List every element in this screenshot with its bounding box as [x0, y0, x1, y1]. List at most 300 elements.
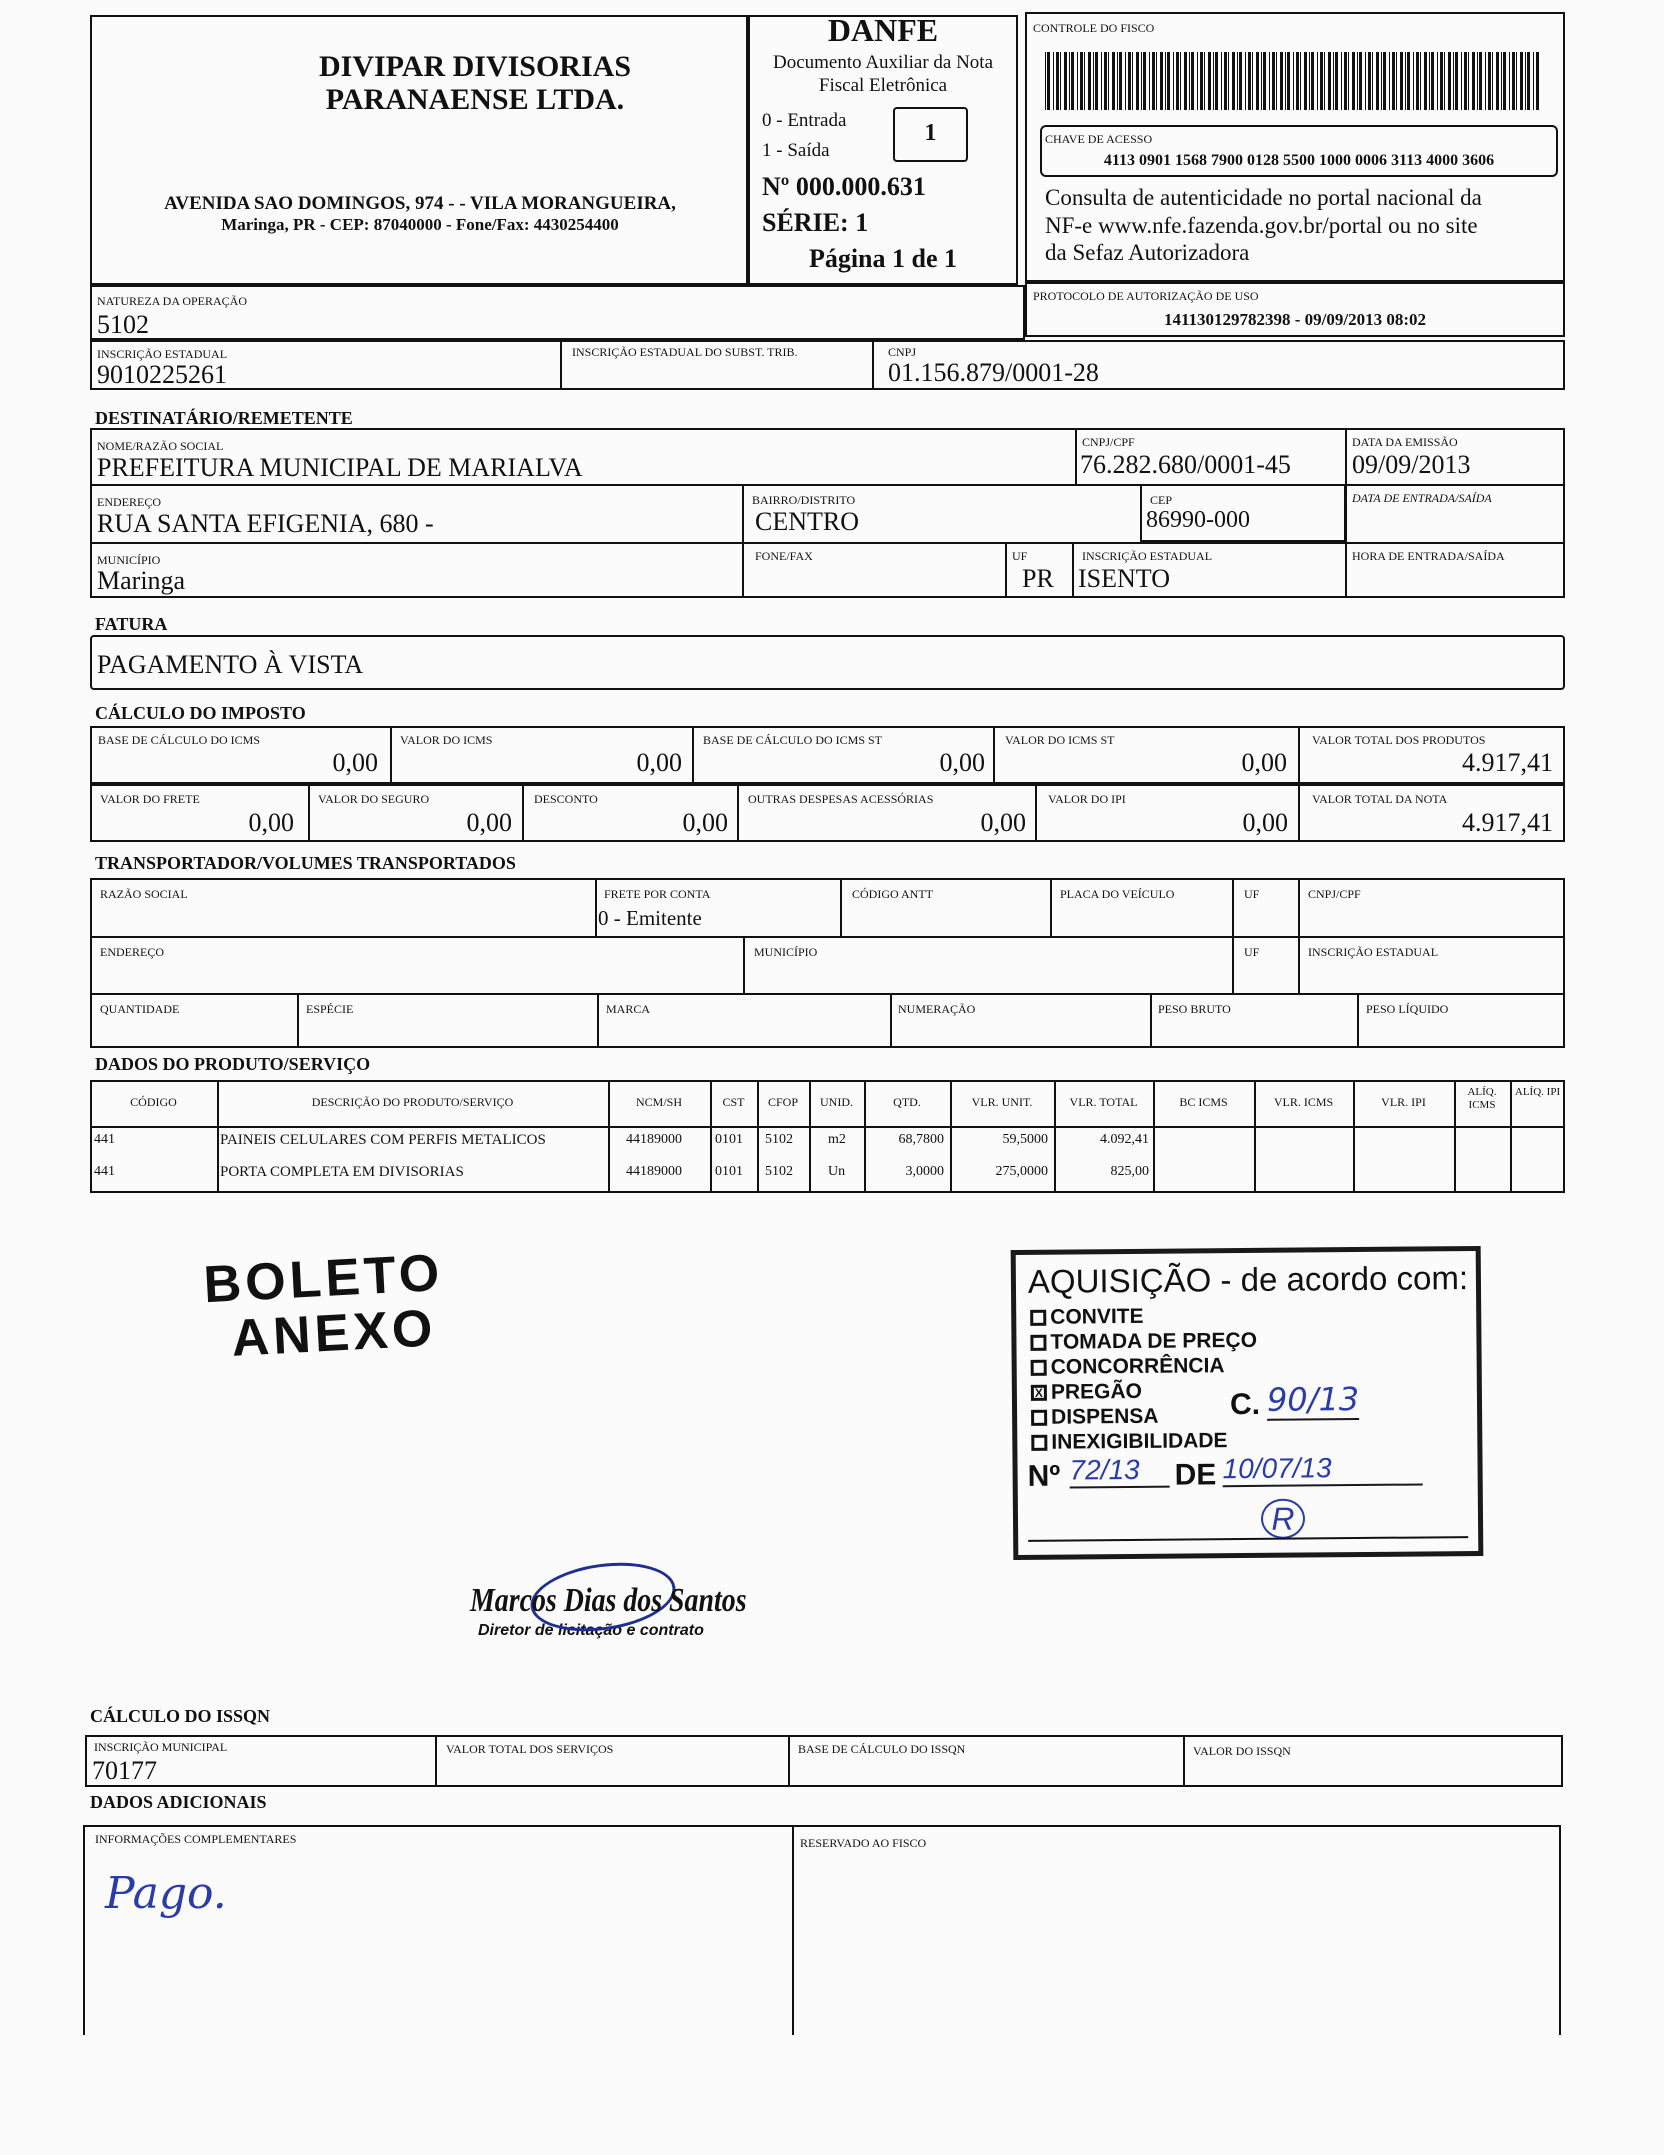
destinatario-section: DESTINATÁRIO/REMETENTE [95, 408, 353, 428]
total-produtos-label: VALOR TOTAL DOS PRODUTOS [1312, 733, 1486, 747]
barcode-bar [1420, 52, 1421, 110]
barcode-bar [1333, 52, 1334, 110]
row2-ncm: 44189000 [626, 1164, 682, 1179]
row2-qtd: 3,0000 [905, 1164, 944, 1179]
barcode-bar [1477, 52, 1478, 110]
row1-codigo: 441 [94, 1132, 115, 1147]
valor-st-label: VALOR DO ICMS ST [1005, 733, 1115, 747]
divider [390, 726, 392, 784]
barcode-bar [1184, 52, 1187, 110]
n-label: Nº [1027, 1459, 1061, 1493]
barcode-bar [1359, 52, 1362, 110]
divider [1050, 878, 1052, 936]
divider [1298, 784, 1300, 842]
checkbox-icon [1030, 1335, 1046, 1351]
issqn-valor-label: VALOR DO ISSQN [1193, 1744, 1291, 1758]
option-inexigibilidade: INEXIGIBILIDADE [1031, 1428, 1258, 1455]
divider [742, 484, 744, 598]
barcode-bar [1520, 52, 1523, 110]
divider [90, 936, 1565, 938]
row1-qtd: 68,7800 [898, 1132, 944, 1147]
barcode-bar [1056, 52, 1059, 110]
barcode-bar [1344, 52, 1347, 110]
row1-cfop: 5102 [765, 1132, 793, 1147]
barcode-bar [1516, 52, 1517, 110]
barcode-bar [1348, 52, 1349, 110]
barcode-bar [1180, 52, 1181, 110]
ipi-value: 0,00 [1242, 808, 1288, 837]
barcode-bar [1095, 52, 1098, 110]
dest-municipio: Maringa [97, 566, 186, 595]
barcode-bar [1464, 52, 1467, 110]
base-st: 0,00 [939, 748, 985, 777]
fatura-section: FATURA [95, 614, 168, 634]
transp-razao-label: RAZÃO SOCIAL [100, 887, 188, 901]
barcode-bar [1165, 52, 1166, 110]
barcode-bar [1280, 52, 1283, 110]
barcode-bar [1064, 52, 1067, 110]
barcode-bar [1084, 52, 1085, 110]
dest-bairro-label: BAIRRO/DISTRITO [752, 493, 856, 507]
barcode-bar [1429, 52, 1430, 110]
option-pregao: X PREGÃO [1031, 1378, 1258, 1405]
row1-vlr-unit: 59,5000 [1002, 1132, 1048, 1147]
checkbox-checked-icon: X [1031, 1385, 1047, 1401]
th-unid: UNID. [820, 1095, 853, 1109]
controle-fisco-label: CONTROLE DO FISCO [1033, 21, 1155, 35]
produtos-section: DADOS DO PRODUTO/SERVIÇO [95, 1054, 371, 1074]
barcode-bar [1252, 52, 1253, 110]
divider [692, 726, 694, 784]
barcode-bar [1488, 52, 1491, 110]
divider [597, 993, 599, 1048]
divider [1298, 726, 1300, 784]
barcode-bar [1479, 52, 1482, 110]
th-qtd: QTD. [893, 1095, 921, 1109]
barcode-bar [1396, 52, 1397, 110]
barcode-bar [1232, 52, 1235, 110]
dest-cep: 86990-000 [1146, 507, 1250, 533]
barcode-bar [1440, 52, 1443, 110]
barcode-bar [1197, 52, 1198, 110]
danfe-numero: Nº 000.000.631 [762, 172, 926, 201]
barcode-bar [1341, 52, 1342, 110]
dest-uf-label: UF [1012, 549, 1028, 563]
barcode-bar [1405, 52, 1406, 110]
natureza-value: 5102 [97, 310, 149, 339]
divider [90, 1126, 1565, 1128]
divider [737, 784, 739, 842]
barcode-bar [1461, 52, 1462, 110]
barcode-bar [1263, 52, 1266, 110]
boleto-stamp: BOLETO ANEXO [202, 1243, 445, 1368]
divider [90, 993, 1565, 995]
barcode-bar [1424, 52, 1427, 110]
barcode [1045, 52, 1543, 110]
divider [993, 726, 995, 784]
n-value: 72/13 [1069, 1454, 1169, 1489]
barcode-bar [1472, 52, 1475, 110]
barcode-bar [1237, 52, 1238, 110]
barcode-bar [1372, 52, 1373, 110]
option-dispensa: DISPENSA [1031, 1403, 1258, 1430]
barcode-bar [1200, 52, 1203, 110]
row2-descricao: PORTA COMPLETA EM DIVISORIAS [220, 1164, 464, 1180]
dest-endereco: RUA SANTA EFIGENIA, 680 - [97, 509, 434, 538]
protocolo-label: PROTOCOLO DE AUTORIZAÇÃO DE USO [1033, 289, 1259, 303]
th-aliq-icms: ALÍQ. ICMS [1467, 1086, 1497, 1111]
transportador-section: TRANSPORTADOR/VOLUMES TRANSPORTADOS [95, 853, 516, 873]
total-nota-label: VALOR TOTAL DA NOTA [1312, 792, 1448, 806]
barcode-bar [1328, 52, 1331, 110]
row1-ncm: 44189000 [626, 1132, 682, 1147]
divider [840, 878, 842, 936]
th-ncm: NCM/SH [635, 1095, 682, 1109]
cnpj-label: CNPJ [888, 345, 917, 359]
adicionais-section: DADOS ADICIONAIS [90, 1792, 267, 1812]
barcode-bar [1077, 52, 1078, 110]
row1-unid: m2 [828, 1132, 846, 1147]
checkbox-icon [1030, 1310, 1046, 1326]
danfe-title: DANFE [827, 12, 939, 48]
c-label: C. [1229, 1387, 1261, 1422]
divider [1005, 542, 1007, 598]
divider [522, 784, 524, 842]
barcode-bar [1149, 52, 1150, 110]
dest-nome: PREFEITURA MUNICIPAL DE MARIALVA [97, 453, 583, 482]
transp-peso-liquido-label: PESO LÍQUIDO [1366, 1002, 1449, 1016]
barcode-bar [1060, 52, 1061, 110]
dest-fone-label: FONE/FAX [755, 549, 813, 563]
row2-cfop: 5102 [765, 1164, 793, 1179]
outras-label: OUTRAS DESPESAS ACESSÓRIAS [748, 792, 934, 806]
divider [1075, 428, 1077, 484]
barcode-bar [1335, 52, 1338, 110]
barcode-bar [1132, 52, 1133, 110]
barcode-bar [1228, 52, 1229, 110]
aquisicao-stamp [1011, 1246, 1484, 1560]
barcode-bar [1368, 52, 1371, 110]
divider [1183, 1735, 1185, 1787]
base-icms-label: BASE DE CÁLCULO DO ICMS [98, 733, 261, 747]
th-cfop: CFOP [767, 1095, 799, 1109]
option-convite: CONVITE [1030, 1303, 1257, 1330]
emitente-address: AVENIDA SAO DOMINGOS, 974 - - VILA MORANGUEIRA, Maringa, PR - CEP: 87040000 - Fone/Fax: 4430254400 [164, 193, 676, 234]
total-nota: 4.917,41 [1462, 808, 1553, 837]
consulta-text: Consulta de autenticidade no portal nacional da NF-e www.nfe.fazenda.gov.br/portal ou no site da Sefaz Autorizadora [1045, 185, 1482, 266]
th-cst: CST [722, 1095, 745, 1109]
barcode-bar [1311, 52, 1314, 110]
barcode-bar [1300, 52, 1301, 110]
barcode-bar [1365, 52, 1366, 110]
barcode-bar [1389, 52, 1390, 110]
barcode-bar [1437, 52, 1438, 110]
barcode-bar [1536, 52, 1539, 110]
barcode-bar [1496, 52, 1499, 110]
barcode-bar [1416, 52, 1419, 110]
barcode-bar [1287, 52, 1290, 110]
barcode-bar [1176, 52, 1179, 110]
chave-label: CHAVE DE ACESSO [1045, 132, 1153, 146]
danfe-entrada: 0 - Entrada [762, 110, 847, 131]
barcode-bar [1112, 52, 1115, 110]
outras-value: 0,00 [980, 808, 1026, 837]
barcode-bar [1156, 52, 1157, 110]
danfe-subtitle: Documento Auxiliar da Nota Fiscal Eletrônica [772, 52, 994, 96]
dest-nome-label: NOME/RAZÃO SOCIAL [97, 439, 224, 453]
barcode-bar [1527, 52, 1530, 110]
ie-label: INSCRIÇÃO ESTADUAL [97, 347, 228, 361]
divider [1232, 878, 1234, 993]
aquisicao-title: AQUISIÇÃO - de acordo com: [1027, 1259, 1469, 1300]
dest-hora-label: HORA DE ENTRADA/SAÍDA [1352, 549, 1505, 563]
barcode-bar [1245, 52, 1246, 110]
divider [1298, 878, 1300, 993]
barcode-bar [1213, 52, 1214, 110]
barcode-bar [1501, 52, 1502, 110]
ie-box [90, 340, 1565, 390]
barcode-bar [1141, 52, 1142, 110]
barcode-bar [1204, 52, 1205, 110]
signature-line [1028, 1536, 1468, 1542]
barcode-bar [1125, 52, 1126, 110]
transp-antt-label: CÓDIGO ANTT [852, 887, 933, 901]
divider [308, 784, 310, 842]
barcode-bar [1167, 52, 1170, 110]
th-codigo: CÓDIGO [130, 1095, 177, 1109]
natureza-label: NATUREZA DA OPERAÇÃO [97, 294, 248, 308]
barcode-bar [1525, 52, 1526, 110]
dest-municipio-label: MUNICÍPIO [97, 553, 161, 567]
cnpj-value: 01.156.879/0001-28 [888, 358, 1099, 387]
dest-emissao: 09/09/2013 [1352, 450, 1471, 479]
imposto-section: CÁLCULO DO IMPOSTO [95, 703, 306, 723]
barcode-bar [1221, 52, 1222, 110]
barcode-bar [1045, 52, 1046, 110]
divider [1035, 784, 1037, 842]
issqn-servicos-label: VALOR TOTAL DOS SERVIÇOS [446, 1742, 614, 1756]
dest-endereco-label: ENDEREÇO [97, 495, 161, 509]
base-st-label: BASE DE CÁLCULO DO ICMS ST [703, 733, 883, 747]
barcode-bar [1468, 52, 1469, 110]
seguro-label: VALOR DO SEGURO [318, 792, 430, 806]
barcode-bar [1485, 52, 1486, 110]
barcode-bar [1444, 52, 1445, 110]
transp-municipio-label: MUNICÍPIO [754, 945, 818, 959]
divider [435, 1735, 437, 1787]
divider [792, 1825, 794, 2035]
th-vlr-ipi: VLR. IPI [1381, 1095, 1426, 1109]
th-bc-icms: BC ICMS [1179, 1095, 1228, 1109]
barcode-bar [1191, 52, 1194, 110]
danfe-tipo: 1 [924, 120, 937, 146]
transp-peso-bruto-label: PESO BRUTO [1158, 1002, 1231, 1016]
c-value: 90/13 [1266, 1380, 1360, 1419]
transp-quantidade-label: QUANTIDADE [100, 1002, 180, 1016]
th-vlr-total: VLR. TOTAL [1069, 1095, 1138, 1109]
barcode-bar [1533, 52, 1534, 110]
info-handwritten: Pago. [105, 1868, 227, 1919]
divider [1150, 993, 1152, 1048]
divider [297, 993, 299, 1048]
barcode-bar [1117, 52, 1118, 110]
th-descricao: DESCRIÇÃO DO PRODUTO/SERVIÇO [311, 1095, 514, 1109]
barcode-bar [1215, 52, 1218, 110]
barcode-bar [1136, 52, 1139, 110]
transp-uf-label: UF [1244, 887, 1260, 901]
barcode-bar [1431, 52, 1434, 110]
barcode-bar [1272, 52, 1275, 110]
fisco-reservado-label: RESERVADO AO FISCO [800, 1836, 927, 1850]
chave-value: 4113 0901 1568 7900 0128 5500 1000 0006 3113 4000 3606 [1103, 152, 1495, 169]
barcode-bar [1492, 52, 1493, 110]
barcode-bar [1069, 52, 1070, 110]
issqn-base-label: BASE DE CÁLCULO DO ISSQN [798, 1742, 966, 1756]
dest-cnpj: 76.282.680/0001-45 [1080, 450, 1291, 479]
row2-cst: 0101 [715, 1164, 743, 1179]
barcode-bar [1248, 52, 1251, 110]
divider [1357, 993, 1359, 1048]
barcode-bar [1047, 52, 1050, 110]
transp-placa-label: PLACA DO VEÍCULO [1060, 887, 1175, 901]
barcode-bar [1413, 52, 1414, 110]
barcode-bar [1101, 52, 1102, 110]
valor-icms: 0,00 [636, 748, 682, 777]
fatura-text: PAGAMENTO À VISTA [97, 650, 364, 679]
barcode-bar [1324, 52, 1325, 110]
checkbox-icon [1031, 1435, 1047, 1451]
dest-uf: PR [1022, 564, 1054, 593]
issqn-im: 70177 [92, 1756, 157, 1785]
transp-endereco-label: ENDEREÇO [100, 945, 164, 959]
barcode-bar [1285, 52, 1286, 110]
frete-value: 0,00 [248, 808, 294, 837]
dest-cnpj-label: CNPJ/CPF [1082, 435, 1135, 449]
barcode-bar [1189, 52, 1190, 110]
transp-frete: 0 - Emitente [598, 906, 702, 930]
barcode-bar [1276, 52, 1277, 110]
rubrica: R [1261, 1498, 1305, 1538]
issqn-im-label: INSCRIÇÃO MUNICIPAL [94, 1740, 228, 1754]
danfe-pagina: Página 1 de 1 [808, 244, 958, 273]
transportador-box [90, 878, 1565, 1048]
divider [595, 878, 597, 936]
barcode-bar [1455, 52, 1458, 110]
valor-st: 0,00 [1241, 748, 1287, 777]
divider [872, 340, 874, 390]
row2-unid: Un [828, 1164, 846, 1179]
barcode-bar [1208, 52, 1211, 110]
barcode-bar [1392, 52, 1395, 110]
row1-descricao: PAINEIS CELULARES COM PERFIS METALICOS [220, 1132, 546, 1148]
de-label: DE [1174, 1458, 1217, 1492]
frete-label: VALOR DO FRETE [100, 792, 200, 806]
aquisicao-options [1030, 1303, 1261, 1455]
transp-cnpj-label: CNPJ/CPF [1308, 887, 1361, 901]
divider [890, 993, 892, 1048]
barcode-bar [1143, 52, 1146, 110]
total-produtos: 4.917,41 [1462, 748, 1553, 777]
ie-st-label: INSCRIÇÃO ESTADUAL DO SUBST. TRIB. [572, 345, 798, 359]
transp-numeracao-label: NUMERAÇÃO [898, 1002, 976, 1016]
signature-name: Marcos Dias dos Santos [470, 1582, 747, 1619]
barcode-bar [1173, 52, 1174, 110]
de-value: 10/07/13 [1222, 1451, 1422, 1487]
ipi-label: VALOR DO IPI [1048, 792, 1126, 806]
barcode-bar [1304, 52, 1307, 110]
th-aliq-ipi: ALÍQ. IPI [1514, 1086, 1561, 1098]
barcode-bar [1080, 52, 1083, 110]
th-vlr-icms: VLR. ICMS [1273, 1095, 1334, 1109]
protocolo-value: 141130129782398 - 09/09/2013 08:02 [1163, 310, 1427, 329]
option-tomada: TOMADA DE PREÇO [1030, 1328, 1257, 1355]
barcode-bar [1152, 52, 1155, 110]
th-vlr-unit: VLR. UNIT. [971, 1095, 1033, 1109]
divider [1072, 542, 1074, 598]
desconto-label: DESCONTO [534, 792, 598, 806]
info-label: INFORMAÇÕES COMPLEMENTARES [95, 1832, 297, 1846]
signature-role: Diretor de licitação e contrato [478, 1622, 704, 1639]
barcode-bar [1088, 52, 1091, 110]
barcode-bar [1093, 52, 1094, 110]
barcode-bar [1407, 52, 1410, 110]
barcode-bar [1071, 52, 1074, 110]
transp-frete-label: FRETE POR CONTA [604, 887, 711, 901]
dest-cep-label: CEP [1150, 493, 1173, 507]
barcode-bar [1400, 52, 1403, 110]
desconto-value: 0,00 [682, 808, 728, 837]
divider [90, 542, 1565, 544]
signature [470, 1582, 770, 1640]
barcode-bar [1104, 52, 1107, 110]
dest-entrada-label: DATA DE ENTRADA/SAÍDA [1352, 491, 1492, 505]
barcode-bar [1352, 52, 1355, 110]
row2-vlr-total: 825,00 [1110, 1164, 1149, 1179]
barcode-bar [1128, 52, 1131, 110]
row1-cst: 0101 [715, 1132, 743, 1147]
row2-codigo: 441 [94, 1164, 115, 1179]
barcode-bar [1453, 52, 1454, 110]
transp-uf2-label: UF [1244, 945, 1260, 959]
checkbox-icon [1031, 1410, 1047, 1426]
row2-vlr-unit: 275,0000 [995, 1164, 1048, 1179]
barcode-bar [1317, 52, 1318, 110]
dest-emissao-label: DATA DA EMISSÃO [1352, 435, 1458, 449]
row1-vlr-total: 4.092,41 [1100, 1132, 1149, 1147]
transp-especie-label: ESPÉCIE [306, 1002, 354, 1016]
danfe-saida: 1 - Saída [762, 140, 830, 161]
dest-bairro: CENTRO [755, 507, 859, 536]
barcode-bar [1261, 52, 1262, 110]
barcode-bar [1296, 52, 1299, 110]
option-concorrencia: CONCORRÊNCIA [1031, 1353, 1258, 1380]
dest-ie-label: INSCRIÇÃO ESTADUAL [1082, 549, 1213, 563]
barcode-bar [1053, 52, 1054, 110]
danfe-serie: SÉRIE: 1 [762, 208, 869, 237]
barcode-bar [1503, 52, 1506, 110]
barcode-bar [1376, 52, 1379, 110]
barcode-bar [1269, 52, 1270, 110]
barcode-bar [1357, 52, 1358, 110]
dest-ie: ISENTO [1078, 564, 1170, 593]
barcode-bar [1119, 52, 1122, 110]
adicionais-box [83, 1825, 1561, 2035]
barcode-bar [1512, 52, 1515, 110]
valor-icms-label: VALOR DO ICMS [400, 733, 493, 747]
barcode-bar [1293, 52, 1294, 110]
transp-ie-label: INSCRIÇÃO ESTADUAL [1308, 945, 1439, 959]
checkbox-icon [1031, 1360, 1047, 1376]
